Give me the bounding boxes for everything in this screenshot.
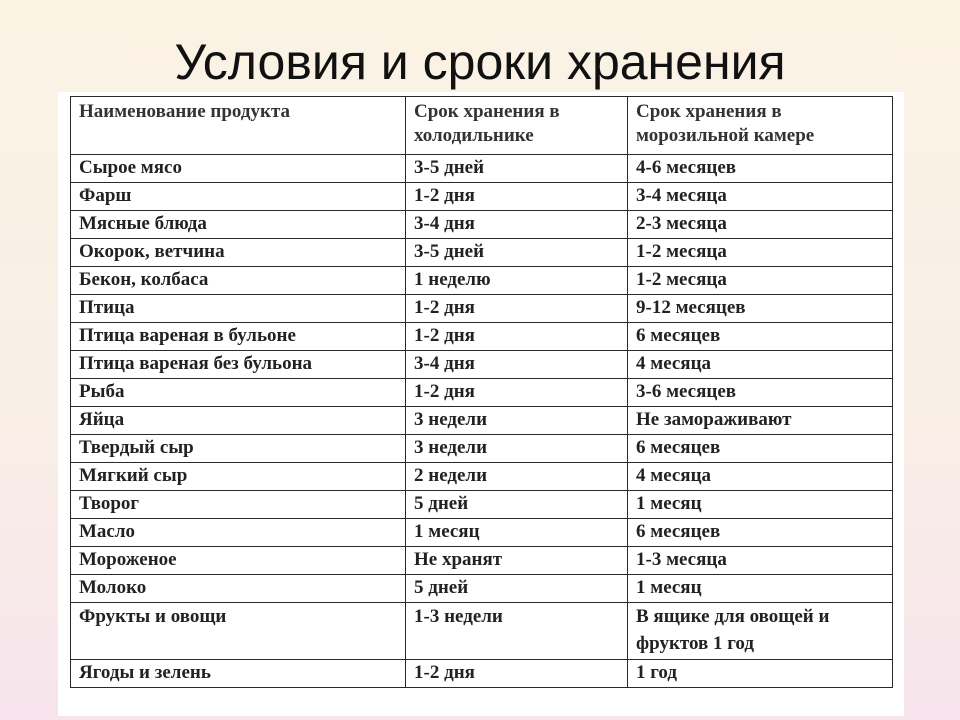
product-name-cell: Мороженое	[71, 547, 406, 575]
fridge-term-cell: 5 дней	[406, 491, 628, 519]
fridge-term-cell: 1-3 недели	[406, 603, 628, 660]
freezer-term-cell: 4 месяца	[628, 463, 893, 491]
fridge-term-cell: Не хранят	[406, 547, 628, 575]
table-row	[71, 407, 893, 435]
fridge-term-cell: 1-2 дня	[406, 323, 628, 351]
table-row	[71, 155, 893, 183]
freezer-term-cell: В ящике для овощей и фруктов 1 год	[628, 603, 893, 660]
fridge-term-cell: 3-5 дней	[406, 155, 628, 183]
product-name-cell: Мясные блюда	[71, 211, 406, 239]
table-header-row	[71, 97, 893, 155]
product-name-cell: Птица вареная в бульоне	[71, 323, 406, 351]
freezer-term-cell: 4 месяца	[628, 351, 893, 379]
storage-table	[70, 96, 893, 688]
freezer-term-cell: 1-3 месяца	[628, 547, 893, 575]
freezer-term-cell: 1-2 месяца	[628, 267, 893, 295]
product-name-cell: Творог	[71, 491, 406, 519]
freezer-term-cell: 1 месяц	[628, 491, 893, 519]
table-row	[71, 575, 893, 603]
freezer-term-cell: 6 месяцев	[628, 435, 893, 463]
slide-title: Условия и сроки хранения	[174, 34, 786, 90]
fridge-term-cell: 5 дней	[406, 575, 628, 603]
freezer-term-cell: 6 месяцев	[628, 519, 893, 547]
freezer-term-cell: 2-3 месяца	[628, 211, 893, 239]
header-fridge-term: Срок хранения в холодильнике	[406, 97, 628, 155]
table-row	[71, 603, 893, 660]
header-product-name: Наименование продукта	[71, 97, 406, 155]
product-name-cell: Птица	[71, 295, 406, 323]
fridge-term-cell: 2 недели	[406, 463, 628, 491]
fridge-term-cell: 3-5 дней	[406, 239, 628, 267]
product-name-cell: Рыба	[71, 379, 406, 407]
table-row	[71, 183, 893, 211]
table-row	[71, 435, 893, 463]
fridge-term-cell: 1-2 дня	[406, 295, 628, 323]
table-row	[71, 519, 893, 547]
fridge-term-cell: 1 неделю	[406, 267, 628, 295]
fridge-term-cell: 3-4 дня	[406, 211, 628, 239]
product-name-cell: Фарш	[71, 183, 406, 211]
freezer-term-cell: Не замораживают	[628, 407, 893, 435]
freezer-term-cell: 1-2 месяца	[628, 239, 893, 267]
product-name-cell: Яйца	[71, 407, 406, 435]
table-row	[71, 660, 893, 688]
fridge-term-cell: 3-4 дня	[406, 351, 628, 379]
fridge-term-cell: 1-2 дня	[406, 379, 628, 407]
fridge-term-cell: 3 недели	[406, 407, 628, 435]
freezer-term-cell: 1 месяц	[628, 575, 893, 603]
table-row	[71, 491, 893, 519]
freezer-term-cell: 1 год	[628, 660, 893, 688]
table-row	[71, 463, 893, 491]
freezer-term-cell: 3-6 месяцев	[628, 379, 893, 407]
product-name-cell: Фрукты и овощи	[71, 603, 406, 660]
table-panel	[58, 92, 904, 716]
fridge-term-cell: 1-2 дня	[406, 660, 628, 688]
product-name-cell: Мягкий сыр	[71, 463, 406, 491]
fridge-term-cell: 1 месяц	[406, 519, 628, 547]
table-row	[71, 351, 893, 379]
product-name-cell: Масло	[71, 519, 406, 547]
product-name-cell: Птица вареная без бульона	[71, 351, 406, 379]
fridge-term-cell: 3 недели	[406, 435, 628, 463]
freezer-term-cell: 6 месяцев	[628, 323, 893, 351]
table-row	[71, 239, 893, 267]
freezer-term-cell: 3-4 месяца	[628, 183, 893, 211]
table-row	[71, 379, 893, 407]
product-name-cell: Окорок, ветчина	[71, 239, 406, 267]
table-row	[71, 267, 893, 295]
freezer-term-cell: 9-12 месяцев	[628, 295, 893, 323]
product-name-cell: Ягоды и зелень	[71, 660, 406, 688]
product-name-cell: Сырое мясо	[71, 155, 406, 183]
table-row	[71, 323, 893, 351]
product-name-cell: Бекон, колбаса	[71, 267, 406, 295]
product-name-cell: Молоко	[71, 575, 406, 603]
fridge-term-cell: 1-2 дня	[406, 183, 628, 211]
table-row	[71, 295, 893, 323]
freezer-term-cell: 4-6 месяцев	[628, 155, 893, 183]
table-row	[71, 547, 893, 575]
product-name-cell: Твердый сыр	[71, 435, 406, 463]
table-row	[71, 211, 893, 239]
header-freezer-term: Срок хранения в морозильной камере	[628, 97, 893, 155]
